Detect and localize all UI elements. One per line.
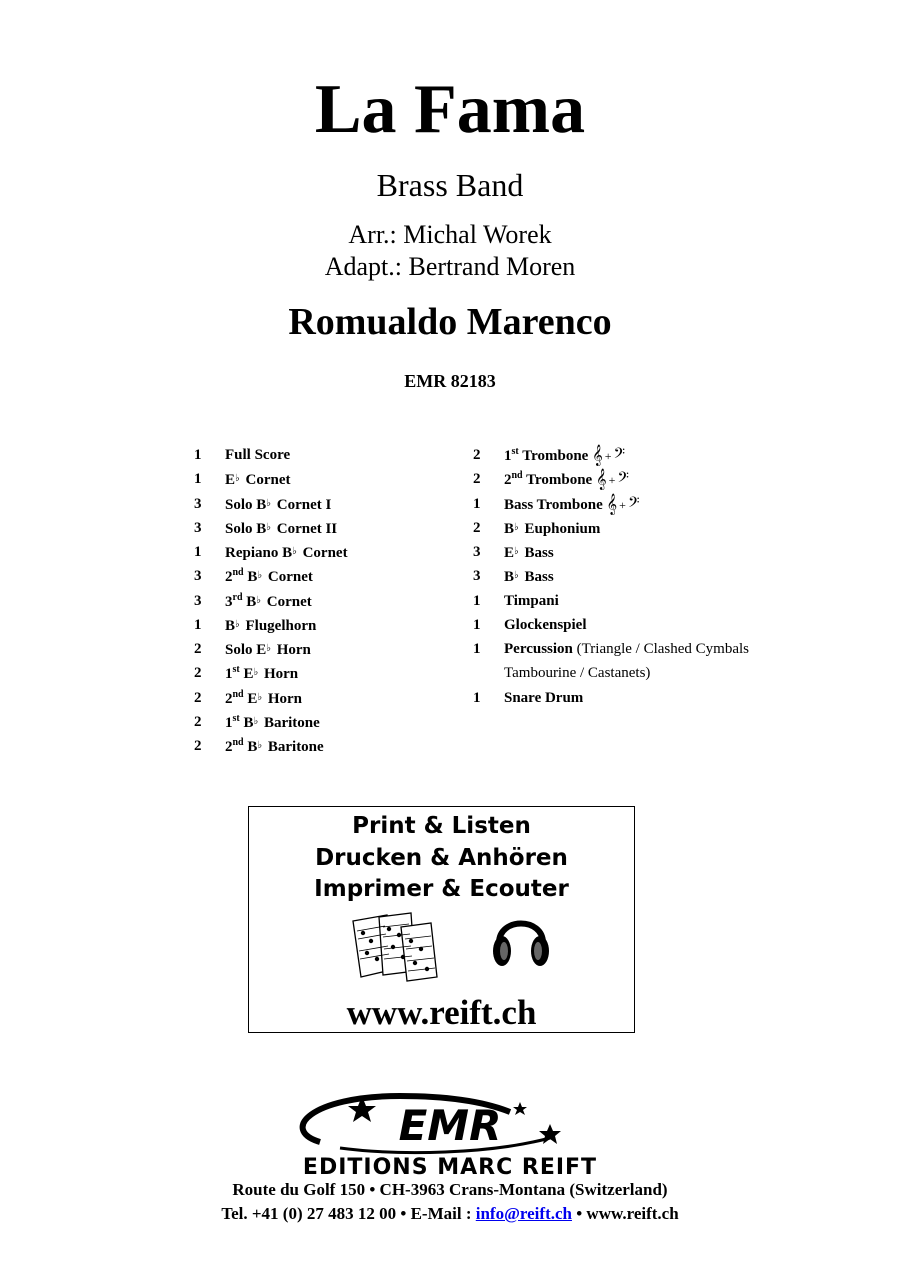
part-name	[504, 564, 554, 589]
part-quantity: 2	[194, 738, 202, 754]
arranger-credit: Arr.: Michal Worek	[348, 220, 552, 249]
part-row	[194, 564, 454, 588]
part-quantity: 1	[473, 641, 481, 657]
part-row	[194, 492, 454, 516]
part-row	[473, 467, 793, 491]
part-row	[194, 710, 454, 734]
contact-website: • www.reift.ch	[571, 1204, 679, 1223]
part-name	[504, 492, 640, 517]
print-listen-box	[248, 806, 635, 1033]
part-ordinal: 2	[504, 472, 512, 489]
part-prefix: B	[242, 593, 257, 610]
part-row	[473, 516, 793, 540]
part-name	[504, 613, 587, 637]
publisher-contact	[0, 1202, 900, 1226]
part-row	[473, 686, 793, 710]
parts-list-right	[473, 443, 793, 710]
part-prefix: B	[504, 569, 515, 586]
part-ordinal-suffix: st	[232, 712, 240, 724]
publisher-address: Route du Golf 150 • CH-3963 Crans-Montana (Switzerland)	[232, 1180, 668, 1199]
part-label: Baritone	[260, 714, 320, 731]
part-quantity: 3	[194, 568, 202, 585]
part-row	[194, 637, 454, 661]
part-ordinal-suffix: st	[511, 446, 519, 457]
part-ordinal-suffix: st	[232, 664, 240, 676]
part-name	[504, 467, 629, 492]
part-label: Bass Trombone	[504, 496, 603, 513]
part-ordinal: 2	[225, 569, 233, 586]
part-name	[225, 443, 290, 467]
part-name	[225, 686, 302, 711]
bass-clef-icon: 𝄢	[617, 469, 629, 490]
bass-clef-icon: 𝄢	[627, 493, 640, 514]
treble-clef-icon: 𝄞	[595, 469, 607, 490]
part-label: Snare Drum	[504, 689, 584, 706]
part-ordinal: 3	[225, 593, 233, 610]
flat-icon: ♭	[235, 618, 240, 630]
part-name	[225, 467, 290, 492]
part-name	[504, 686, 583, 710]
emr-logo-text: EMR	[398, 1101, 502, 1150]
ensemble-subtitle: Brass Band	[376, 167, 524, 203]
part-quantity: 1	[194, 616, 202, 633]
part-name	[504, 540, 554, 565]
flat-icon: ♭	[514, 546, 519, 557]
part-quantity: 3	[473, 568, 481, 585]
part-row	[194, 443, 454, 467]
part-quantity: 1	[473, 616, 481, 633]
part-label: Cornet	[264, 569, 313, 586]
bass-clef-icon: 𝄢	[613, 445, 626, 465]
flat-icon: ♭	[256, 594, 261, 606]
part-ordinal: 2	[225, 690, 233, 707]
part-name	[225, 492, 331, 517]
print-listen-url[interactable]: www.reift.ch	[346, 993, 537, 1032]
part-label: Cornet	[298, 545, 348, 561]
part-prefix: Repiano B	[225, 545, 293, 561]
plus-icon: +	[608, 473, 616, 488]
contact-phone: Tel. +41 (0) 27 483 12 00 • E-Mail :	[221, 1204, 476, 1223]
part-row	[473, 637, 793, 661]
part-ordinal: 1	[504, 448, 512, 464]
part-label: Bass	[520, 569, 554, 586]
part-prefix: B	[225, 617, 236, 634]
part-ordinal: 1	[225, 666, 233, 683]
publisher-name: EDITIONS MARC REIFT	[302, 1155, 598, 1178]
print-listen-en: Print & Listen	[352, 813, 531, 839]
part-label: Trombone	[518, 448, 589, 464]
part-label: Percussion	[504, 641, 573, 657]
part-row	[194, 661, 454, 685]
flat-icon: ♭	[266, 643, 271, 654]
plus-icon: +	[604, 449, 612, 463]
part-label: Full Score	[225, 447, 291, 463]
part-name	[504, 443, 625, 468]
part-row	[473, 589, 793, 613]
headphones-icon	[489, 905, 553, 971]
part-detail: Tambourine / Castanets)	[504, 665, 651, 682]
part-quantity: 1	[473, 495, 481, 512]
flat-icon: ♭	[253, 667, 259, 679]
part-label: Timpani	[504, 592, 559, 609]
part-prefix: E	[239, 666, 254, 683]
part-row	[473, 540, 793, 564]
flat-icon: ♭	[257, 740, 263, 751]
part-label: Horn	[264, 690, 303, 707]
part-name	[225, 564, 313, 589]
part-quantity: 1	[473, 592, 481, 609]
part-quantity: 1	[473, 689, 481, 706]
part-label: Baritone	[264, 739, 324, 755]
part-label: Horn	[272, 642, 311, 658]
part-name	[225, 589, 312, 614]
flat-icon: ♭	[253, 715, 259, 727]
part-row	[194, 540, 454, 564]
part-label: Cornet I	[272, 496, 332, 513]
part-row	[194, 516, 454, 540]
flat-icon: ♭	[235, 473, 240, 485]
composer-name: Romualdo Marenco	[288, 301, 612, 343]
part-quantity: 3	[194, 495, 202, 512]
part-label: Horn	[260, 666, 299, 683]
part-quantity: 2	[194, 665, 202, 682]
part-quantity: 2	[194, 689, 202, 706]
part-label: Glockenspiel	[504, 616, 587, 633]
part-row	[473, 661, 793, 685]
page-title: La Fama	[314, 71, 586, 148]
flat-icon: ♭	[257, 691, 263, 703]
part-ordinal-suffix: nd	[232, 737, 244, 748]
part-row	[473, 443, 793, 467]
flat-icon: ♭	[292, 546, 297, 557]
part-name	[504, 661, 650, 685]
part-name	[225, 613, 316, 638]
part-label: Cornet	[241, 472, 291, 489]
part-ordinal: 2	[225, 739, 233, 755]
part-name	[504, 589, 559, 613]
part-prefix: E	[243, 690, 258, 707]
print-listen-de: Drucken & Anhören	[315, 845, 568, 871]
flat-icon: ♭	[514, 570, 519, 582]
part-ordinal-suffix: nd	[232, 567, 244, 579]
part-row	[194, 734, 454, 758]
email-link[interactable]: info@reift.ch	[475, 1204, 572, 1223]
part-row	[473, 613, 793, 637]
part-row	[473, 492, 793, 516]
treble-clef-icon: 𝄞	[606, 493, 618, 514]
part-label: Cornet II	[272, 520, 338, 537]
part-quantity: 1	[194, 447, 202, 463]
part-name	[225, 540, 348, 565]
flat-icon: ♭	[257, 570, 263, 582]
emr-logo	[250, 1090, 650, 1178]
part-quantity: 3	[194, 519, 202, 536]
part-prefix: B	[243, 569, 258, 586]
flat-icon: ♭	[266, 521, 271, 533]
part-quantity: 3	[473, 544, 481, 560]
part-prefix: B	[504, 520, 515, 537]
part-name	[225, 516, 337, 541]
part-quantity: 2	[473, 471, 481, 488]
part-name	[504, 637, 749, 661]
part-name	[225, 734, 324, 759]
part-name	[225, 661, 298, 686]
part-prefix: E	[504, 545, 515, 561]
part-label: Flugelhorn	[241, 617, 317, 634]
part-name	[225, 710, 320, 735]
part-quantity: 2	[194, 713, 202, 730]
part-prefix: E	[225, 472, 236, 489]
part-row	[194, 613, 454, 637]
flat-icon: ♭	[514, 521, 519, 533]
part-prefix: Solo E	[225, 642, 267, 658]
sheet-music-icon	[349, 911, 441, 983]
part-prefix: B	[239, 714, 254, 731]
part-quantity: 2	[473, 519, 481, 536]
part-ordinal-suffix: rd	[232, 591, 243, 603]
part-quantity: 2	[194, 641, 202, 657]
part-row	[194, 589, 454, 613]
part-label: Trombone	[522, 472, 593, 489]
part-ordinal-suffix: nd	[511, 470, 523, 482]
part-label: Euphonium	[520, 520, 601, 537]
part-name	[504, 516, 600, 541]
plus-icon: +	[619, 497, 626, 512]
part-ordinal-suffix: nd	[232, 688, 244, 700]
part-quantity: 1	[194, 544, 202, 560]
part-name	[225, 637, 311, 662]
part-quantity: 2	[473, 447, 481, 463]
flat-icon: ♭	[266, 497, 271, 509]
part-prefix: B	[243, 739, 258, 755]
part-label: Bass	[520, 545, 554, 561]
adapter-credit: Adapt.: Bertrand Moren	[324, 252, 576, 281]
catalog-number: EMR 82183	[404, 371, 496, 391]
part-row	[473, 564, 793, 588]
part-quantity: 3	[194, 592, 202, 609]
part-prefix: Solo B	[225, 520, 267, 537]
treble-clef-icon: 𝄞	[592, 445, 603, 465]
parts-list-left	[194, 443, 454, 758]
part-label: Cornet	[262, 593, 312, 610]
part-ordinal: 1	[225, 714, 233, 731]
print-listen-fr: Imprimer & Ecouter	[314, 876, 569, 902]
part-quantity: 1	[194, 471, 202, 488]
part-detail: (Triangle / Clashed Cymbals	[572, 641, 750, 657]
part-row	[194, 686, 454, 710]
part-row	[194, 467, 454, 491]
part-prefix: Solo B	[225, 496, 267, 513]
